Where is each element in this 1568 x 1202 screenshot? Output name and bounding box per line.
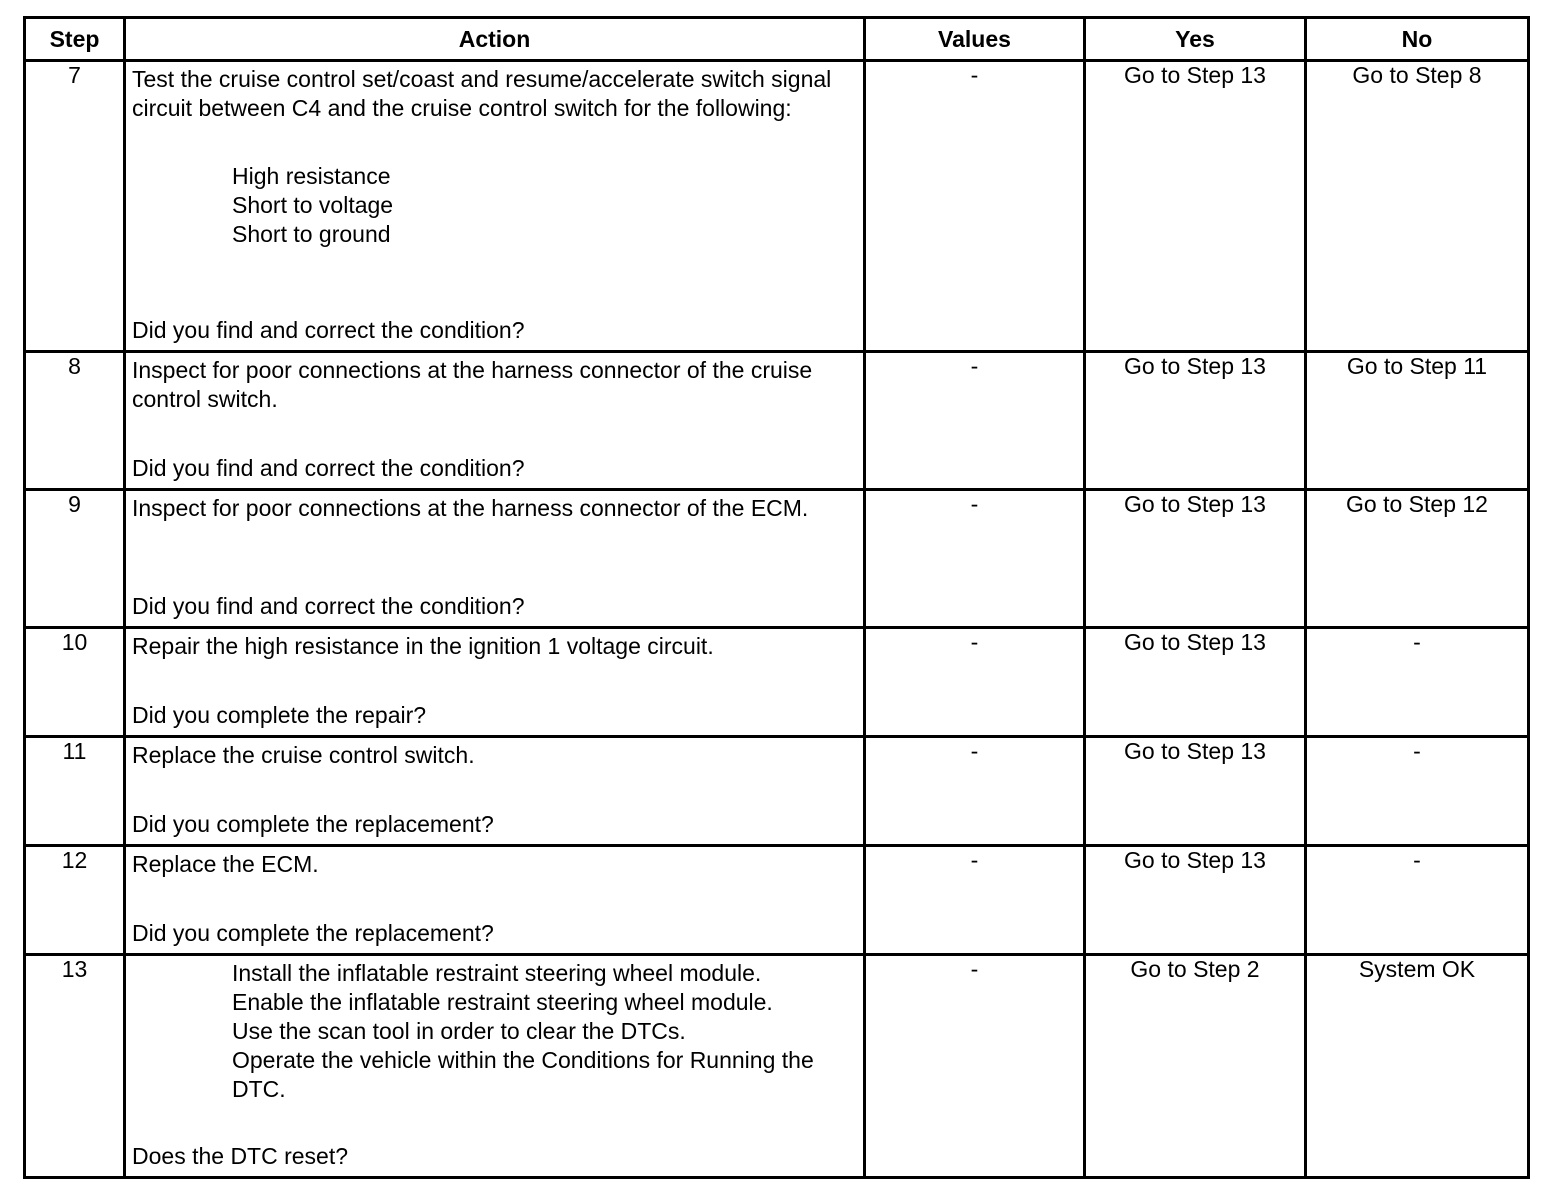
- list-item: High resistance: [232, 163, 391, 189]
- action-question: Does the DTC reset?: [132, 1143, 349, 1169]
- action-cell: [125, 955, 865, 1178]
- action-cell: [125, 737, 865, 846]
- action-cell: [125, 61, 865, 352]
- values-cell: -: [865, 61, 1085, 352]
- step-number: 10: [25, 628, 125, 737]
- list-item: Short to voltage: [232, 192, 394, 218]
- action-question: Did you find and correct the condition?: [132, 455, 525, 481]
- values-cell: -: [865, 955, 1085, 1178]
- no-cell: [1306, 61, 1529, 352]
- action-cell: [125, 490, 865, 628]
- action-text: Replace the ECM.: [132, 851, 319, 877]
- action-text: Test the cruise control set/coast and resume/accelerate switch signal circuit between C4 and the cruise control switch for the following:: [132, 66, 832, 121]
- list-item: Short to ground: [232, 221, 391, 247]
- values-cell: -: [865, 846, 1085, 955]
- no-link: -: [1413, 847, 1421, 873]
- no-cell: [1306, 628, 1529, 737]
- table-row: [25, 846, 1529, 955]
- step-number: 8: [25, 352, 125, 490]
- step-number: 7: [25, 61, 125, 352]
- no-link: -: [1413, 738, 1421, 764]
- list-item: Operate the vehicle within the Conditions for Running the DTC.: [232, 1047, 814, 1102]
- action-list: [132, 959, 857, 1104]
- header-values: Values: [865, 18, 1085, 61]
- action-cell: [125, 846, 865, 955]
- no-cell: [1306, 955, 1529, 1178]
- action-question: Did you find and correct the condition?: [132, 317, 525, 343]
- action-text: Inspect for poor connections at the harness connector of the ECM.: [132, 495, 809, 521]
- step-number: 13: [25, 955, 125, 1178]
- table-row: [25, 490, 1529, 628]
- no-cell: [1306, 737, 1529, 846]
- no-link: Go to Step 12: [1346, 491, 1488, 517]
- yes-cell: [1085, 352, 1306, 490]
- table-row: [25, 737, 1529, 846]
- header-step: Step: [25, 18, 125, 61]
- yes-cell: [1085, 490, 1306, 628]
- list-item: Use the scan tool in order to clear the DTCs.: [232, 1018, 686, 1044]
- no-cell: [1306, 846, 1529, 955]
- step-number: 9: [25, 490, 125, 628]
- table-row: [25, 628, 1529, 737]
- yes-link: Go to Step 13: [1124, 353, 1266, 379]
- action-question: Did you complete the repair?: [132, 702, 427, 728]
- action-question: Did you find and correct the condition?: [132, 593, 525, 619]
- header-no: No: [1306, 18, 1529, 61]
- values-cell: -: [865, 737, 1085, 846]
- no-link: Go to Step 11: [1346, 353, 1488, 379]
- action-question: Did you complete the replacement?: [132, 920, 494, 946]
- action-question: Did you complete the replacement?: [132, 811, 494, 837]
- list-item: Enable the inflatable restraint steering wheel module.: [232, 989, 773, 1015]
- header-row: [25, 18, 1529, 61]
- yes-cell: [1085, 61, 1306, 352]
- table-row: [25, 955, 1529, 1178]
- action-cell: [125, 352, 865, 490]
- action-text: Repair the high resistance in the ignition 1 voltage circuit.: [132, 633, 714, 659]
- values-cell: -: [865, 628, 1085, 737]
- yes-link: Go to Step 2: [1130, 956, 1260, 982]
- no-link: Go to Step 8: [1352, 62, 1482, 88]
- no-link: -: [1413, 629, 1421, 655]
- header-action: Action: [125, 18, 865, 61]
- list-item: Install the inflatable restraint steering wheel module.: [232, 960, 762, 986]
- action-text: Inspect for poor connections at the harness connector of the cruise control switch.: [132, 357, 813, 412]
- no-cell: [1306, 490, 1529, 628]
- action-list: [132, 162, 857, 249]
- values-cell: -: [865, 490, 1085, 628]
- table-row: [25, 352, 1529, 490]
- header-yes: Yes: [1085, 18, 1306, 61]
- yes-link: Go to Step 13: [1124, 62, 1266, 88]
- diagnostic-table: [23, 16, 1530, 1179]
- no-link: System OK: [1358, 956, 1476, 982]
- table-row: [25, 61, 1529, 352]
- values-cell: -: [865, 352, 1085, 490]
- yes-link: Go to Step 13: [1124, 491, 1266, 517]
- step-number: 12: [25, 846, 125, 955]
- action-cell: [125, 628, 865, 737]
- action-text: Replace the cruise control switch.: [132, 742, 475, 768]
- yes-cell: [1085, 628, 1306, 737]
- yes-link: Go to Step 13: [1124, 847, 1266, 873]
- no-cell: [1306, 352, 1529, 490]
- yes-cell: [1085, 737, 1306, 846]
- yes-link: Go to Step 13: [1124, 629, 1266, 655]
- step-number: 11: [25, 737, 125, 846]
- yes-link: Go to Step 13: [1124, 738, 1266, 764]
- yes-cell: [1085, 955, 1306, 1178]
- yes-cell: [1085, 846, 1306, 955]
